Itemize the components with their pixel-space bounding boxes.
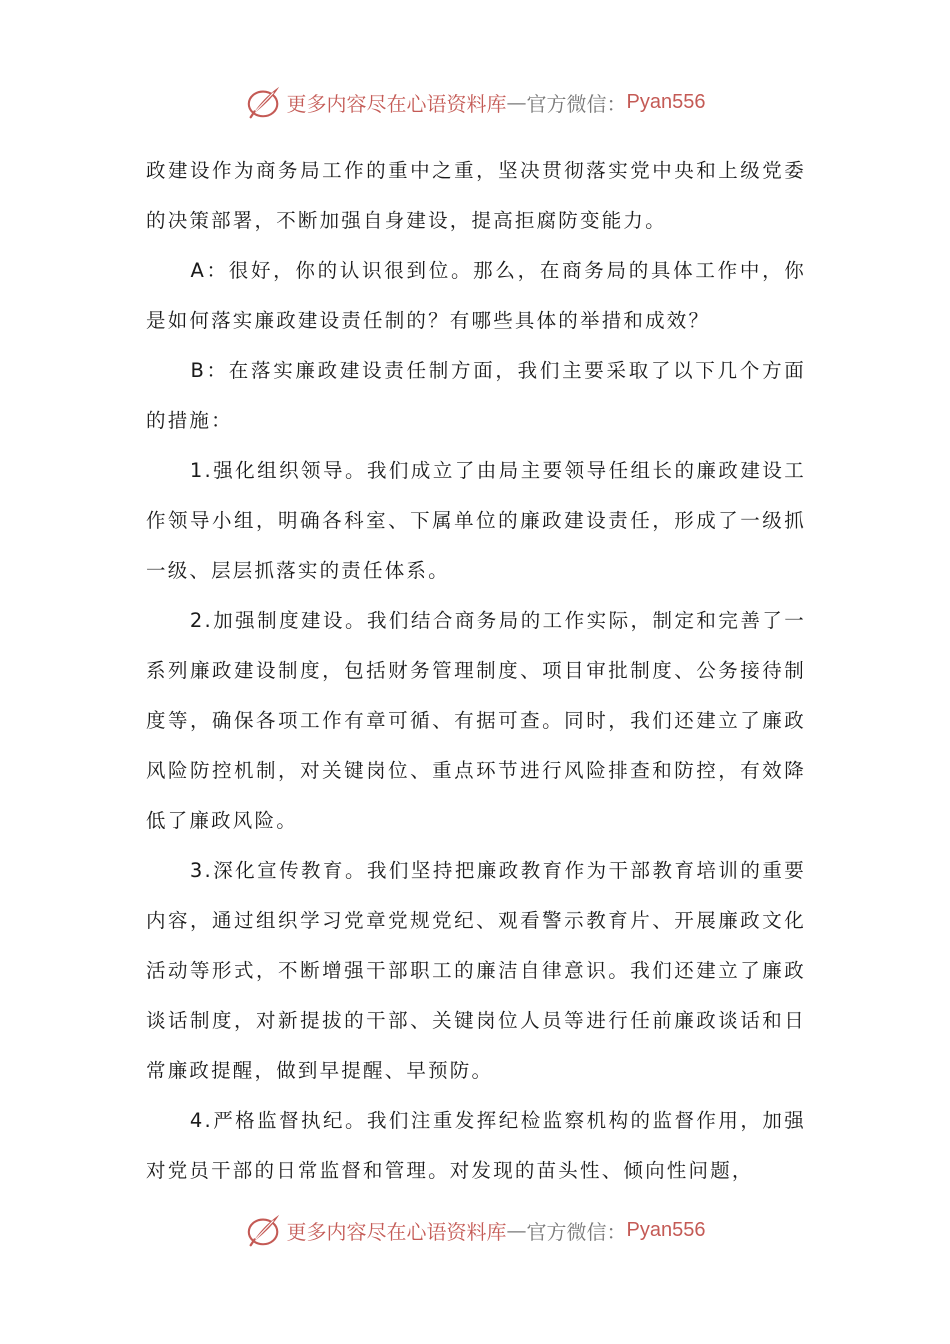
footer-watermark: [0, 1208, 950, 1252]
document-body: [146, 146, 806, 1196]
quill-pen-logo-icon: [245, 83, 283, 121]
paragraph-1: 政建设作为商务局工作的重中之重，坚决贯彻落实党中央和上级党委的决策部署，不断加强自身建设，提高拒腐防变能力。: [146, 159, 806, 232]
watermark-dash: —: [506, 90, 527, 114]
header-watermark: [0, 80, 950, 124]
watermark-wechat-label: 官方微信：: [526, 91, 627, 116]
paragraph-2: A：很好，你的认识很到位。那么，在商务局的具体工作中，你是如何落实廉政建设责任制的？有哪些具体的举措和成效？: [146, 259, 806, 332]
watermark-dash: —: [506, 1218, 527, 1242]
watermark-brand-text: 更多内容尽在心语资料库: [286, 91, 507, 116]
watermark-wechat-id: Pyan556: [626, 1218, 706, 1241]
watermark-brand-text: 更多内容尽在心语资料库: [286, 1219, 507, 1244]
quill-pen-logo-icon: [245, 1211, 283, 1249]
paragraph-7: 4.严格监督执纪。我们注重发挥纪检监察机构的监督作用，加强对党员干部的日常监督和管理。对发现的苗头性、倾向性问题，: [146, 1109, 806, 1182]
watermark-wechat-label: 官方微信：: [526, 1219, 627, 1244]
paragraph-5: 2.加强制度建设。我们结合商务局的工作实际，制定和完善了一系列廉政建设制度，包括财务管理制度、项目审批制度、公务接待制度等，确保各项工作有章可循、有据可查。同时，我们还建立了廉政风险防控机制，对关键岗位、重点环节进行风险排查和防控，有效降低了廉政风险。: [146, 609, 806, 832]
paragraph-4: 1.强化组织领导。我们成立了由局主要领导任组长的廉政建设工作领导小组，明确各科室、下属单位的廉政建设责任，形成了一级抓一级、层层抓落实的责任体系。: [146, 459, 806, 582]
watermark-wechat-id: Pyan556: [626, 90, 706, 113]
paragraph-6: 3.深化宣传教育。我们坚持把廉政教育作为干部教育培训的重要内容，通过组织学习党章党规党纪、观看警示教育片、开展廉政文化活动等形式，不断增强干部职工的廉洁自律意识。我们还建立了廉政谈话制度，对新提拔的干部、关键岗位人员等进行任前廉政谈话和日常廉政提醒，做到早提醒、早预防。: [146, 859, 806, 1082]
paragraph-3: B：在落实廉政建设责任制方面，我们主要采取了以下几个方面的措施：: [146, 359, 806, 432]
